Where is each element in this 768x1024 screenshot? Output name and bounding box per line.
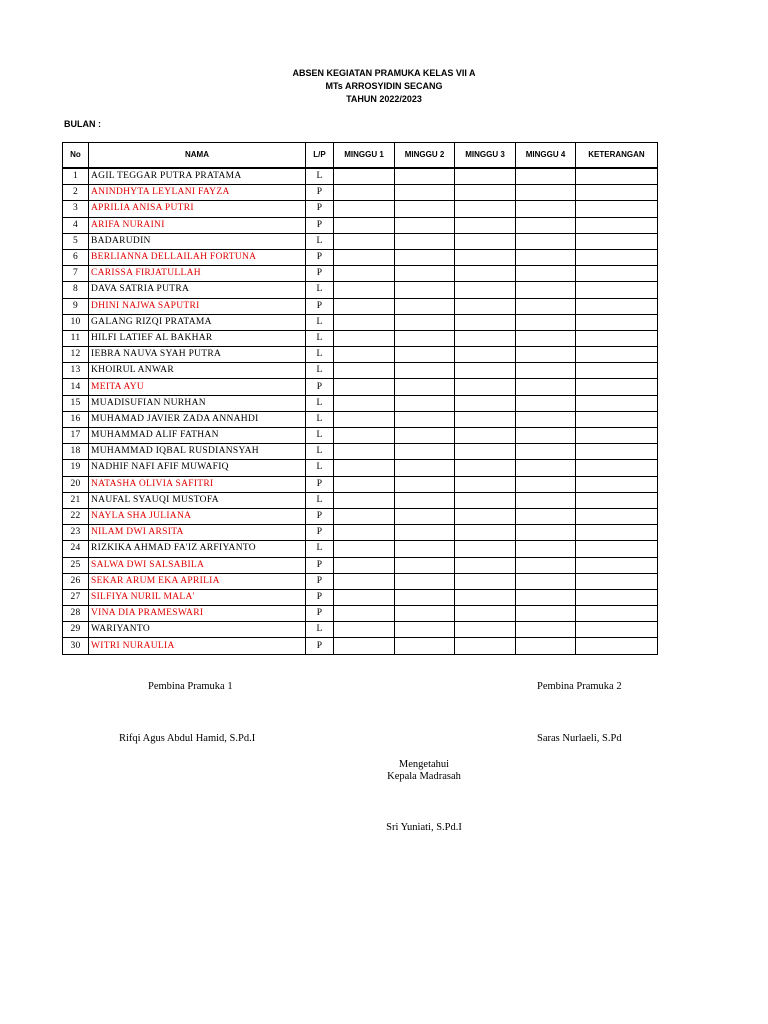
gender-code: L [306,282,334,298]
row-number: 9 [63,298,89,314]
keterangan-cell [576,589,658,605]
keterangan-cell [576,185,658,201]
row-number: 25 [63,557,89,573]
student-name: WITRI NURAULIA [89,638,306,654]
gender-code: P [306,525,334,541]
student-name: DAVA SATRIA PUTRA [89,282,306,298]
mengetahui-label: Mengetahui [398,759,450,770]
minggu-1-cell [334,476,395,492]
keterangan-cell [576,233,658,249]
attendance-table [62,142,658,655]
minggu-2-cell [395,201,455,217]
row-number: 27 [63,589,89,605]
keterangan-cell [576,379,658,395]
row-number: 3 [63,201,89,217]
gender-code: P [306,573,334,589]
student-name: VINA DIA PRAMESWARI [89,606,306,622]
minggu-3-cell [455,411,516,427]
minggu-2-cell [395,541,455,557]
minggu-2-cell [395,622,455,638]
student-name: GALANG RIZQI PRATAMA [89,314,306,330]
student-name: MEITA AYU [89,379,306,395]
minggu-3-cell [455,266,516,282]
student-name: ANINDHYTA LEYLANI FAYZA [89,185,306,201]
gender-code: L [306,395,334,411]
minggu-1-cell [334,573,395,589]
minggu-2-cell [395,233,455,249]
minggu-3-cell [455,347,516,363]
document-title-line1: ABSEN KEGIATAN PRAMUKA KELAS VII A [292,68,476,78]
row-number: 29 [63,622,89,638]
gender-code: P [306,638,334,654]
minggu-3-cell [455,606,516,622]
gender-code: L [306,168,334,185]
gender-code: P [306,298,334,314]
keterangan-cell [576,201,658,217]
pembina1-name: Rifqi Agus Abdul Hamid, S.Pd.I [119,733,256,744]
minggu-2-cell [395,557,455,573]
table-row [63,573,658,589]
minggu-2-cell [395,573,455,589]
pembina1-title: Pembina Pramuka 1 [148,681,233,692]
minggu-1-cell [334,395,395,411]
minggu-3-cell [455,185,516,201]
kepala-madrasah-title: Kepala Madrasah [387,771,461,782]
minggu-3-cell [455,444,516,460]
minggu-3-cell [455,201,516,217]
kepala-madrasah-name: Sri Yuniati, S.Pd.I [386,822,462,833]
minggu-2-cell [395,395,455,411]
table-row [63,249,658,265]
table-row [63,347,658,363]
minggu-1-cell [334,298,395,314]
header-minggu-4: MINGGU 4 [516,143,576,169]
minggu-4-cell [516,201,576,217]
minggu-3-cell [455,314,516,330]
table-row [63,233,658,249]
minggu-3-cell [455,525,516,541]
minggu-2-cell [395,476,455,492]
minggu-3-cell [455,638,516,654]
table-row [63,266,658,282]
student-name: KHOIRUL ANWAR [89,363,306,379]
minggu-1-cell [334,622,395,638]
table-row [63,589,658,605]
student-name: APRILIA ANISA PUTRI [89,201,306,217]
table-row [63,541,658,557]
table-row [63,298,658,314]
minggu-1-cell [334,379,395,395]
minggu-4-cell [516,168,576,185]
minggu-3-cell [455,492,516,508]
student-name: MUHAMMAD IQBAL RUSDIANSYAH [89,444,306,460]
gender-code: L [306,444,334,460]
minggu-4-cell [516,185,576,201]
minggu-2-cell [395,492,455,508]
minggu-3-cell [455,298,516,314]
gender-code: L [306,411,334,427]
row-number: 17 [63,428,89,444]
table-row [63,444,658,460]
minggu-2-cell [395,589,455,605]
minggu-3-cell [455,428,516,444]
table-row [63,330,658,346]
keterangan-cell [576,638,658,654]
row-number: 16 [63,411,89,427]
row-number: 23 [63,525,89,541]
keterangan-cell [576,525,658,541]
minggu-1-cell [334,201,395,217]
keterangan-cell [576,508,658,524]
minggu-4-cell [516,330,576,346]
minggu-1-cell [334,249,395,265]
minggu-1-cell [334,557,395,573]
minggu-4-cell [516,249,576,265]
minggu-4-cell [516,379,576,395]
gender-code: P [306,476,334,492]
student-name: NADHIF NAFI AFIF MUWAFIQ [89,460,306,476]
gender-code: P [306,379,334,395]
table-row [63,492,658,508]
keterangan-cell [576,428,658,444]
minggu-2-cell [395,379,455,395]
minggu-4-cell [516,508,576,524]
row-number: 22 [63,508,89,524]
keterangan-cell [576,266,658,282]
row-number: 4 [63,217,89,233]
minggu-4-cell [516,428,576,444]
minggu-4-cell [516,347,576,363]
student-name: BADARUDIN [89,233,306,249]
student-name: NILAM DWI ARSITA [89,525,306,541]
minggu-3-cell [455,249,516,265]
minggu-4-cell [516,476,576,492]
table-row [63,201,658,217]
student-name: SALWA DWI SALSABILA [89,557,306,573]
minggu-4-cell [516,622,576,638]
row-number: 19 [63,460,89,476]
header-nama: NAMA [89,143,306,169]
row-number: 5 [63,233,89,249]
keterangan-cell [576,298,658,314]
table-row [63,622,658,638]
minggu-1-cell [334,185,395,201]
table-row [63,217,658,233]
keterangan-cell [576,168,658,185]
student-name: NAUFAL SYAUQI MUSTOFA [89,492,306,508]
header-no: No [63,143,89,169]
minggu-2-cell [395,525,455,541]
minggu-3-cell [455,379,516,395]
minggu-1-cell [334,444,395,460]
keterangan-cell [576,411,658,427]
minggu-4-cell [516,525,576,541]
student-name: BERLIANNA DELLAILAH FORTUNA [89,249,306,265]
minggu-1-cell [334,266,395,282]
keterangan-cell [576,249,658,265]
minggu-2-cell [395,168,455,185]
row-number: 14 [63,379,89,395]
minggu-2-cell [395,460,455,476]
pembina2-title: Pembina Pramuka 2 [537,681,622,692]
gender-code: L [306,541,334,557]
gender-code: P [306,201,334,217]
table-row [63,525,658,541]
minggu-1-cell [334,492,395,508]
minggu-3-cell [455,282,516,298]
header-minggu-2: MINGGU 2 [395,143,455,169]
keterangan-cell [576,622,658,638]
minggu-3-cell [455,233,516,249]
minggu-2-cell [395,411,455,427]
keterangan-cell [576,541,658,557]
minggu-3-cell [455,460,516,476]
row-number: 24 [63,541,89,557]
row-number: 20 [63,476,89,492]
row-number: 7 [63,266,89,282]
table-header-row [63,143,658,169]
minggu-3-cell [455,557,516,573]
minggu-4-cell [516,492,576,508]
minggu-3-cell [455,508,516,524]
minggu-4-cell [516,638,576,654]
keterangan-cell [576,314,658,330]
gender-code: L [306,330,334,346]
header-keterangan: KETERANGAN [576,143,658,169]
document-title-line2: MTs ARROSYIDIN SECANG [325,81,443,91]
student-name: MUADISUFIAN NURHAN [89,395,306,411]
minggu-1-cell [334,330,395,346]
keterangan-cell [576,460,658,476]
gender-code: L [306,233,334,249]
minggu-3-cell [455,589,516,605]
minggu-1-cell [334,460,395,476]
minggu-1-cell [334,411,395,427]
keterangan-cell [576,476,658,492]
minggu-3-cell [455,363,516,379]
table-row [63,557,658,573]
table-row [63,508,658,524]
minggu-4-cell [516,363,576,379]
table-row [63,168,658,185]
minggu-2-cell [395,330,455,346]
minggu-3-cell [455,476,516,492]
minggu-2-cell [395,363,455,379]
student-name: IEBRA NAUVA SYAH PUTRA [89,347,306,363]
minggu-4-cell [516,298,576,314]
row-number: 18 [63,444,89,460]
minggu-2-cell [395,428,455,444]
minggu-2-cell [395,347,455,363]
student-name: NAYLA SHA JULIANA [89,508,306,524]
table-row [63,185,658,201]
minggu-1-cell [334,282,395,298]
header-minggu-3: MINGGU 3 [455,143,516,169]
minggu-2-cell [395,185,455,201]
minggu-1-cell [334,428,395,444]
minggu-4-cell [516,589,576,605]
keterangan-cell [576,444,658,460]
minggu-2-cell [395,606,455,622]
row-number: 11 [63,330,89,346]
table-row [63,379,658,395]
row-number: 8 [63,282,89,298]
minggu-4-cell [516,233,576,249]
table-row [63,476,658,492]
minggu-4-cell [516,411,576,427]
minggu-1-cell [334,606,395,622]
minggu-3-cell [455,217,516,233]
header-minggu-1: MINGGU 1 [334,143,395,169]
gender-code: L [306,460,334,476]
student-name: NATASHA OLIVIA SAFITRI [89,476,306,492]
keterangan-cell [576,363,658,379]
minggu-3-cell [455,622,516,638]
minggu-2-cell [395,314,455,330]
student-name: AGIL TEGGAR PUTRA PRATAMA [89,168,306,185]
row-number: 13 [63,363,89,379]
student-name: DHINI NAJWA SAPUTRI [89,298,306,314]
table-row [63,363,658,379]
row-number: 12 [63,347,89,363]
table-row [63,282,658,298]
keterangan-cell [576,606,658,622]
gender-code: P [306,606,334,622]
minggu-4-cell [516,217,576,233]
gender-code: L [306,622,334,638]
row-number: 1 [63,168,89,185]
minggu-1-cell [334,638,395,654]
keterangan-cell [576,395,658,411]
minggu-4-cell [516,541,576,557]
keterangan-cell [576,282,658,298]
gender-code: L [306,492,334,508]
row-number: 15 [63,395,89,411]
row-number: 28 [63,606,89,622]
student-name: MUHAMMAD ALIF FATHAN [89,428,306,444]
minggu-4-cell [516,606,576,622]
keterangan-cell [576,347,658,363]
gender-code: P [306,266,334,282]
keterangan-cell [576,217,658,233]
minggu-4-cell [516,573,576,589]
student-name: SILFIYA NURIL MALA' [89,589,306,605]
table-row [63,638,658,654]
bulan-label: BULAN : [64,119,101,129]
gender-code: P [306,249,334,265]
row-number: 6 [63,249,89,265]
minggu-2-cell [395,298,455,314]
minggu-1-cell [334,363,395,379]
keterangan-cell [576,330,658,346]
minggu-1-cell [334,217,395,233]
minggu-3-cell [455,168,516,185]
student-name: RIZKIKA AHMAD FA'IZ ARFIYANTO [89,541,306,557]
gender-code: P [306,185,334,201]
minggu-2-cell [395,508,455,524]
row-number: 2 [63,185,89,201]
minggu-4-cell [516,282,576,298]
table-row [63,395,658,411]
row-number: 10 [63,314,89,330]
row-number: 30 [63,638,89,654]
minggu-3-cell [455,573,516,589]
student-name: SEKAR ARUM EKA APRILIA [89,573,306,589]
gender-code: L [306,347,334,363]
keterangan-cell [576,492,658,508]
table-row [63,606,658,622]
minggu-4-cell [516,557,576,573]
keterangan-cell [576,557,658,573]
gender-code: L [306,314,334,330]
pembina2-name: Saras Nurlaeli, S.Pd [537,733,622,744]
minggu-4-cell [516,444,576,460]
minggu-1-cell [334,541,395,557]
row-number: 26 [63,573,89,589]
table-row [63,411,658,427]
gender-code: L [306,428,334,444]
minggu-4-cell [516,460,576,476]
minggu-1-cell [334,314,395,330]
student-name: HILFI LATIEF AL BAKHAR [89,330,306,346]
minggu-4-cell [516,395,576,411]
row-number: 21 [63,492,89,508]
minggu-2-cell [395,249,455,265]
minggu-1-cell [334,508,395,524]
minggu-2-cell [395,282,455,298]
minggu-4-cell [516,314,576,330]
minggu-1-cell [334,168,395,185]
table-row [63,428,658,444]
student-name: MUHAMAD JAVIER ZADA ANNAHDI [89,411,306,427]
header-lp: L/P [306,143,334,169]
minggu-3-cell [455,395,516,411]
gender-code: L [306,363,334,379]
minggu-1-cell [334,525,395,541]
gender-code: P [306,589,334,605]
minggu-3-cell [455,330,516,346]
minggu-1-cell [334,233,395,249]
minggu-3-cell [455,541,516,557]
table-row [63,314,658,330]
student-name: ARIFA NURAINI [89,217,306,233]
student-name: WARIYANTO [89,622,306,638]
student-name: CARISSA FIRJATULLAH [89,266,306,282]
minggu-1-cell [334,347,395,363]
minggu-2-cell [395,217,455,233]
gender-code: P [306,557,334,573]
table-row [63,460,658,476]
minggu-2-cell [395,444,455,460]
gender-code: P [306,508,334,524]
minggu-1-cell [334,589,395,605]
minggu-2-cell [395,266,455,282]
document-title-line3: TAHUN 2022/2023 [346,94,422,104]
gender-code: P [306,217,334,233]
keterangan-cell [576,573,658,589]
minggu-2-cell [395,638,455,654]
minggu-4-cell [516,266,576,282]
